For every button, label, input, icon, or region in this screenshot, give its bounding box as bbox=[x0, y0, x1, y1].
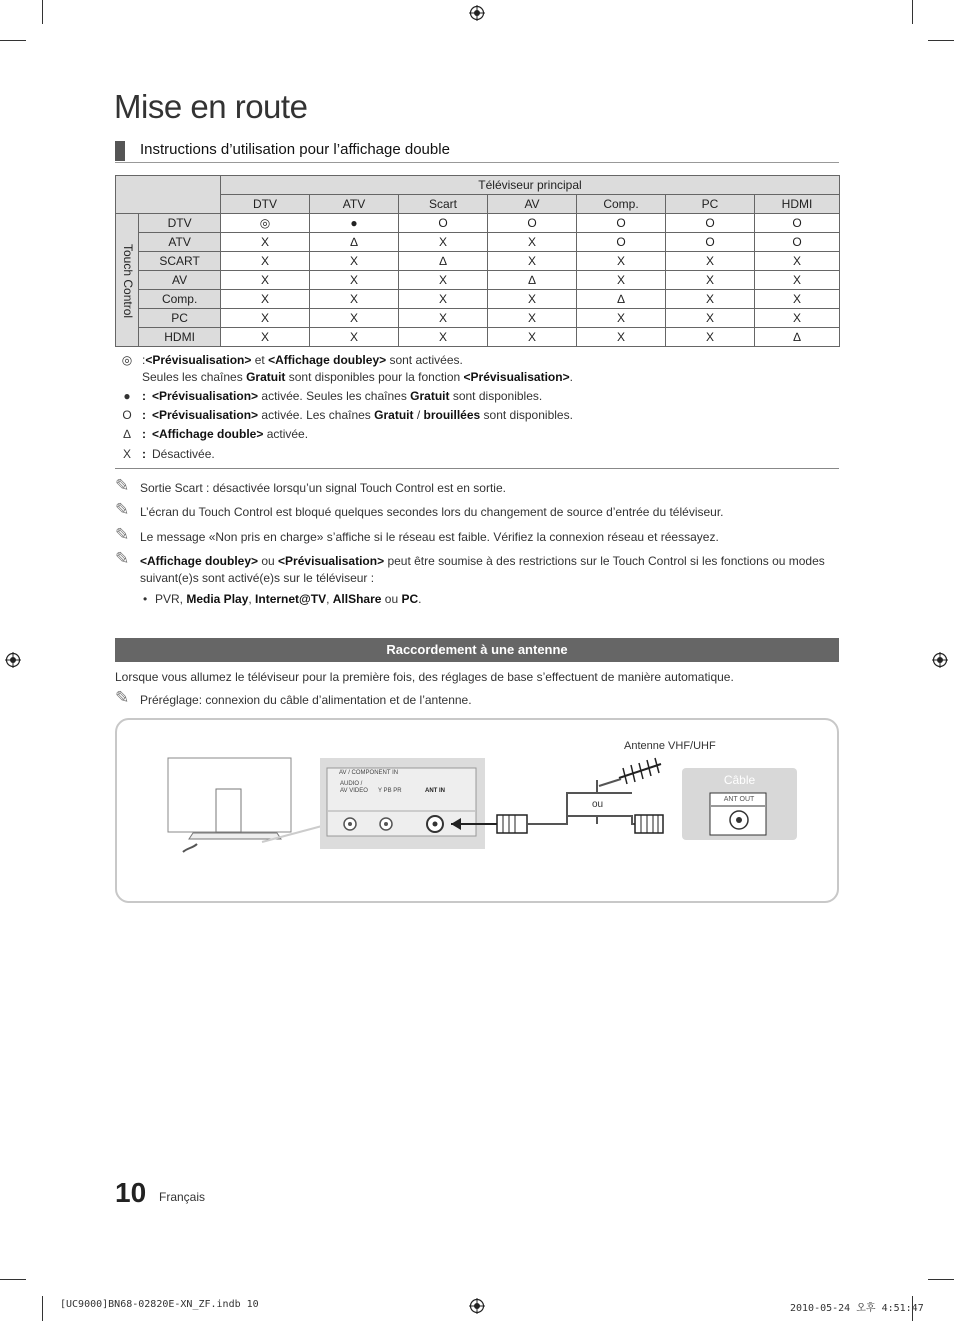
column-header: DTV bbox=[221, 195, 310, 214]
pencil-icon: ✎ bbox=[115, 476, 130, 495]
table-cell: ∆ bbox=[488, 271, 577, 290]
table-cell: X bbox=[399, 271, 488, 290]
bullet-icon: • bbox=[143, 592, 148, 606]
table-cell: X bbox=[666, 271, 755, 290]
legend-item: ∆ : <Affichage double> activée. bbox=[115, 426, 839, 446]
antenna-intro: Lorsque vous allumez le téléviseur pour la première fois, des réglages de base s’effectuent de manière automatique. bbox=[115, 670, 734, 684]
table-row bbox=[116, 271, 840, 290]
table-cell: X bbox=[310, 328, 399, 347]
table-cell: X bbox=[399, 309, 488, 328]
ou-label: ou bbox=[592, 799, 604, 810]
table-cell: X bbox=[310, 271, 399, 290]
row-header: DTV bbox=[139, 214, 221, 233]
table-cell: X bbox=[488, 233, 577, 252]
legend-symbol: ● bbox=[123, 389, 131, 403]
table-row bbox=[116, 214, 840, 233]
divider bbox=[115, 468, 839, 469]
table-cell: X bbox=[488, 328, 577, 347]
table-cell: X bbox=[221, 309, 310, 328]
registration-mark-icon bbox=[469, 5, 485, 21]
note-text: L’écran du Touch Control est bloqué quelques secondes lors du changement de source d’entrée du téléviseur. bbox=[140, 505, 724, 519]
table-cell: X bbox=[399, 290, 488, 309]
table-cell: ∆ bbox=[577, 290, 666, 309]
pencil-icon: ✎ bbox=[115, 500, 130, 519]
table-cell: O bbox=[666, 214, 755, 233]
table-cell: X bbox=[310, 252, 399, 271]
ypbpr-label: Y PB PR bbox=[378, 788, 402, 794]
row-header: PC bbox=[139, 309, 221, 328]
crop-mark bbox=[928, 40, 954, 41]
heading-bar bbox=[115, 141, 125, 161]
table-group-header: Téléviseur principal bbox=[221, 176, 840, 195]
legend-item: ● : <Prévisualisation> activée. Seules les chaînes Gratuit sont disponibles. bbox=[115, 388, 839, 408]
table-row bbox=[116, 233, 840, 252]
crop-mark bbox=[42, 1296, 43, 1321]
side-header: Touch Control bbox=[116, 214, 139, 347]
print-slug-left: [UC9000]BN68-02820E-XN_ZF.indb 10 bbox=[60, 1299, 259, 1310]
table-cell: X bbox=[399, 233, 488, 252]
table-cell: X bbox=[666, 290, 755, 309]
table-cell: X bbox=[221, 271, 310, 290]
bullet-text: PVR, Media Play, Internet@TV, AllShare ou PC. bbox=[155, 592, 422, 606]
antenna-label: Antenne VHF/UHF bbox=[624, 740, 716, 752]
table-cell: O bbox=[755, 214, 840, 233]
column-header: Comp. bbox=[577, 195, 666, 214]
table-corner bbox=[116, 176, 221, 214]
table-cell: X bbox=[577, 271, 666, 290]
table-cell: X bbox=[310, 309, 399, 328]
dual-view-table bbox=[115, 175, 840, 347]
table-cell: X bbox=[221, 328, 310, 347]
legend-item bbox=[115, 369, 839, 389]
column-header: ATV bbox=[310, 195, 399, 214]
table-row bbox=[116, 309, 840, 328]
connection-diagram-art bbox=[117, 720, 833, 897]
table-cell: X bbox=[577, 309, 666, 328]
legend-text: <Prévisualisation> activée. Seules les chaînes Gratuit sont disponibles. bbox=[152, 389, 543, 403]
crop-mark bbox=[0, 1279, 26, 1280]
legend-text: Désactivée. bbox=[152, 447, 215, 461]
table-cell: O bbox=[577, 233, 666, 252]
table-cell: X bbox=[221, 252, 310, 271]
row-header: ATV bbox=[139, 233, 221, 252]
print-slug-right: 2010-05-24 오후 4:51:47 bbox=[790, 1303, 924, 1314]
table-cell: X bbox=[577, 328, 666, 347]
note-text: Sortie Scart : désactivée lorsqu’un signal Touch Control est en sortie. bbox=[140, 481, 506, 495]
table-cell: O bbox=[755, 233, 840, 252]
panel-header-label: AV / COMPONENT IN bbox=[339, 770, 399, 776]
table-row bbox=[116, 252, 840, 271]
table-cell: ◎ bbox=[221, 214, 310, 233]
legend-symbol: ∆ bbox=[123, 427, 131, 441]
column-header: Scart bbox=[399, 195, 488, 214]
table-cell: X bbox=[310, 290, 399, 309]
row-header: Comp. bbox=[139, 290, 221, 309]
pencil-icon: ✎ bbox=[115, 688, 130, 707]
table-cell: X bbox=[755, 290, 840, 309]
table-cell: ∆ bbox=[399, 252, 488, 271]
cable-label: Câble bbox=[723, 773, 756, 787]
legend-item: O : <Prévisualisation> activée. Les chaînes Gratuit / brouillées sont disponibles. bbox=[115, 407, 839, 427]
table-cell: X bbox=[755, 252, 840, 271]
column-header: HDMI bbox=[755, 195, 840, 214]
table-cell: O bbox=[666, 233, 755, 252]
language-label: Français bbox=[159, 1190, 206, 1204]
table-cell: X bbox=[221, 233, 310, 252]
row-header: HDMI bbox=[139, 328, 221, 347]
legend-symbol: O bbox=[122, 408, 132, 422]
table-cell: X bbox=[488, 309, 577, 328]
column-header: PC bbox=[666, 195, 755, 214]
table-cell: X bbox=[755, 271, 840, 290]
table-cell: X bbox=[399, 328, 488, 347]
registration-mark-icon bbox=[469, 1298, 485, 1314]
crop-mark bbox=[0, 40, 26, 41]
page-number: 10 bbox=[115, 1177, 147, 1208]
legend-text: <Affichage double> activée. bbox=[152, 427, 309, 441]
row-header: SCART bbox=[139, 252, 221, 271]
table-cell: X bbox=[666, 328, 755, 347]
ant-out-label: ANT OUT bbox=[723, 796, 755, 803]
table-cell: O bbox=[488, 214, 577, 233]
table-cell: X bbox=[666, 252, 755, 271]
pencil-icon: ✎ bbox=[115, 549, 130, 568]
pencil-icon: ✎ bbox=[115, 525, 130, 544]
table-cell: ∆ bbox=[755, 328, 840, 347]
table-row bbox=[116, 328, 840, 347]
table-cell: X bbox=[666, 309, 755, 328]
legend-item: X : Désactivée. bbox=[115, 446, 839, 466]
legend-text: :<Prévisualisation> et <Affichage doubley> sont activées. bbox=[142, 353, 463, 367]
table-row bbox=[116, 290, 840, 309]
table-cell: ∆ bbox=[310, 233, 399, 252]
table-cell: X bbox=[577, 252, 666, 271]
av-video-label: AV VIDEO bbox=[340, 788, 368, 794]
section-heading bbox=[115, 140, 839, 163]
legend-text: <Prévisualisation> activée. Les chaînes Gratuit / brouillées sont disponibles. bbox=[152, 408, 573, 422]
column-header: AV bbox=[488, 195, 577, 214]
table-cell: X bbox=[488, 252, 577, 271]
note-text: Préréglage: connexion du câble d’alimentation et de l’antenne. bbox=[140, 693, 472, 707]
table-cell: X bbox=[221, 290, 310, 309]
table-cell: O bbox=[399, 214, 488, 233]
antenna-section-banner: Raccordement à une antenne bbox=[115, 638, 839, 662]
legend-symbol: X bbox=[122, 447, 131, 461]
note-text: <Affichage doubley> ou <Prévisualisation> peut être soumise à des restrictions sur le Touch Control si les fonctions ou modes suivant(e)s sont activé(e)s sur le téléviseur : bbox=[140, 554, 825, 585]
audio-label: AUDIO / bbox=[340, 781, 363, 787]
crop-mark bbox=[42, 0, 43, 24]
registration-mark-icon bbox=[5, 652, 21, 668]
note-text: Le message «Non pris en charge» s’affiche si le réseau est faible. Vérifiez la connexion réseau et réessayez. bbox=[140, 530, 719, 544]
crop-mark bbox=[928, 1279, 954, 1280]
table-cell: ● bbox=[310, 214, 399, 233]
table-cell: X bbox=[755, 309, 840, 328]
crop-mark bbox=[912, 0, 913, 24]
table-cell: O bbox=[577, 214, 666, 233]
table-cell: X bbox=[488, 290, 577, 309]
section-heading-text: Instructions d’utilisation pour l’affichage double bbox=[140, 141, 450, 158]
registration-mark-icon bbox=[932, 652, 948, 668]
legend-text: Seules les chaînes Gratuit sont disponibles pour la fonction <Prévisualisation>. bbox=[142, 370, 573, 384]
page-title: Mise en route bbox=[114, 88, 308, 125]
row-header: AV bbox=[139, 271, 221, 290]
ant-in-label: ANT IN bbox=[425, 788, 445, 794]
legend-symbol: ◎ bbox=[121, 353, 133, 367]
